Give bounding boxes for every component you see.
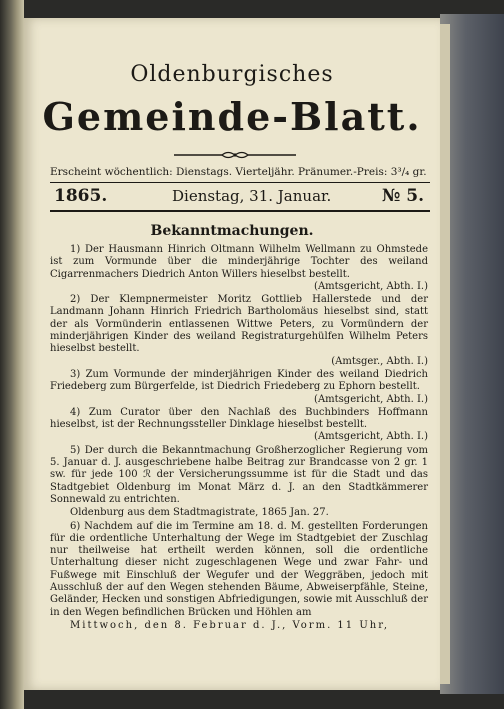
- notice-text: 4) Zum Curator über den Nachlaß des Buchbinders Hoffmann hieselbst, ist der Rechnungssteller Dinklage hieselbst bestellt.: [50, 406, 428, 431]
- notice-text: 2) Der Klempnermeister Moritz Gottlieb Hallerstede und der Landmann Johann Hinrich Friedrich Bartholomäus hieselbst sind, statt der als Vormünderin entlassenen Wittwe Peters, zu Vormündern der minderjährigen Kinder des weiland Registraturgehülfen Wilhelm Peters hieselbst bestellt.: [50, 294, 428, 355]
- issue-date: Dienstag, 31. Januar.: [172, 187, 332, 205]
- notice-text: Mittwoch, den 8. Februar d. J., Vorm. 11 Uhr,: [70, 619, 390, 631]
- notice-paragraph: [50, 407, 428, 444]
- issue-number: № 5.: [381, 186, 424, 206]
- notice-source: (Amtsgericht, Abth. I.): [314, 393, 428, 405]
- masthead-main-title: Gemeinde-Blatt.: [42, 94, 422, 139]
- masthead-region-title: Oldenburgisches: [130, 62, 334, 87]
- notice-paragraph: [50, 445, 428, 506]
- notice-appointment-date: [50, 620, 428, 632]
- newspaper-page: [24, 18, 440, 690]
- notices-body: [50, 244, 428, 633]
- issue-year: 1865.: [54, 186, 108, 206]
- ornament-divider-icon: [172, 150, 298, 160]
- notice-text: 5) Der durch die Bekanntmachung Großherzoglicher Regierung vom 5. Januar d. J. ausgeschriebene halbe Beitrag zur Brandcasse von 2 gr. 1 sw. für jede 100 ℛ der Versicherungssumme ist für die Stadt und das Stadtgebiet Oldenburg im Monat März d. J. an den Stadtkämmerer Sonnewald zu entrichten.: [50, 444, 428, 505]
- notice-paragraph: [50, 244, 428, 293]
- notice-paragraph: [50, 369, 428, 406]
- notice-text: 1) Der Hausmann Hinrich Oltmann Wilhelm Wellmann zu Ohmstede ist zum Vormunde über die minderjährige Tochter des weiland Cigarrenmachers Diedrich Anton Willers hieselbst bestellt.: [50, 244, 428, 280]
- book-spine-binding: [0, 0, 24, 709]
- notice-source: (Amtsgericht, Abth. I.): [314, 431, 428, 443]
- notice-source: (Amtsgericht, Abth. I.): [314, 280, 428, 292]
- notice-paragraph: [50, 521, 428, 619]
- rule-top: [50, 182, 430, 183]
- notice-source: (Amtsger., Abth. I.): [331, 355, 428, 367]
- issue-header: [50, 184, 430, 208]
- notice-text: 3) Zum Vormunde der minderjährigen Kinder des weiland Diedrich Friedeberg zum Bürgerfelde, ist Diedrich Friedeberg zu Ephorn bestellt.: [50, 368, 428, 393]
- notice-text: Oldenburg aus dem Stadtmagistrate, 1865 Jan. 27.: [70, 507, 329, 519]
- notice-paragraph: [50, 294, 428, 368]
- notice-dateline: [50, 507, 428, 519]
- subscription-info: Erscheint wöchentlich: Dienstags. Vierteljähr. Pränumer.-Preis: 3³/₄ gr.: [50, 166, 427, 178]
- page-stack-edge: [440, 24, 450, 684]
- section-title: Bekanntmachungen.: [150, 223, 314, 239]
- notice-text: 6) Nachdem auf die im Termine am 18. d. M. gestellten Forderungen für die ordentliche Unterhaltung der Wege im Stadtgebiet der Zuschlag nur theilweise hat ertheilt werden können, soll die ordentliche Unterhaltung dieser nicht zugeschlagenen Wege und zwar Fahr- und Fußwege mit Einschluß der Wegufer und der Weggräben, jedoch mit Ausschluß der auf den Wegen stehenden Bäume, Abweiserpfähle, Steine, Geländer, Hecken und sonstigen Abfriedigungen, sowie mit Ausschluß der in den Wegen befindlichen Brücken und Höhlen am: [50, 520, 428, 618]
- rule-bottom: [50, 210, 430, 212]
